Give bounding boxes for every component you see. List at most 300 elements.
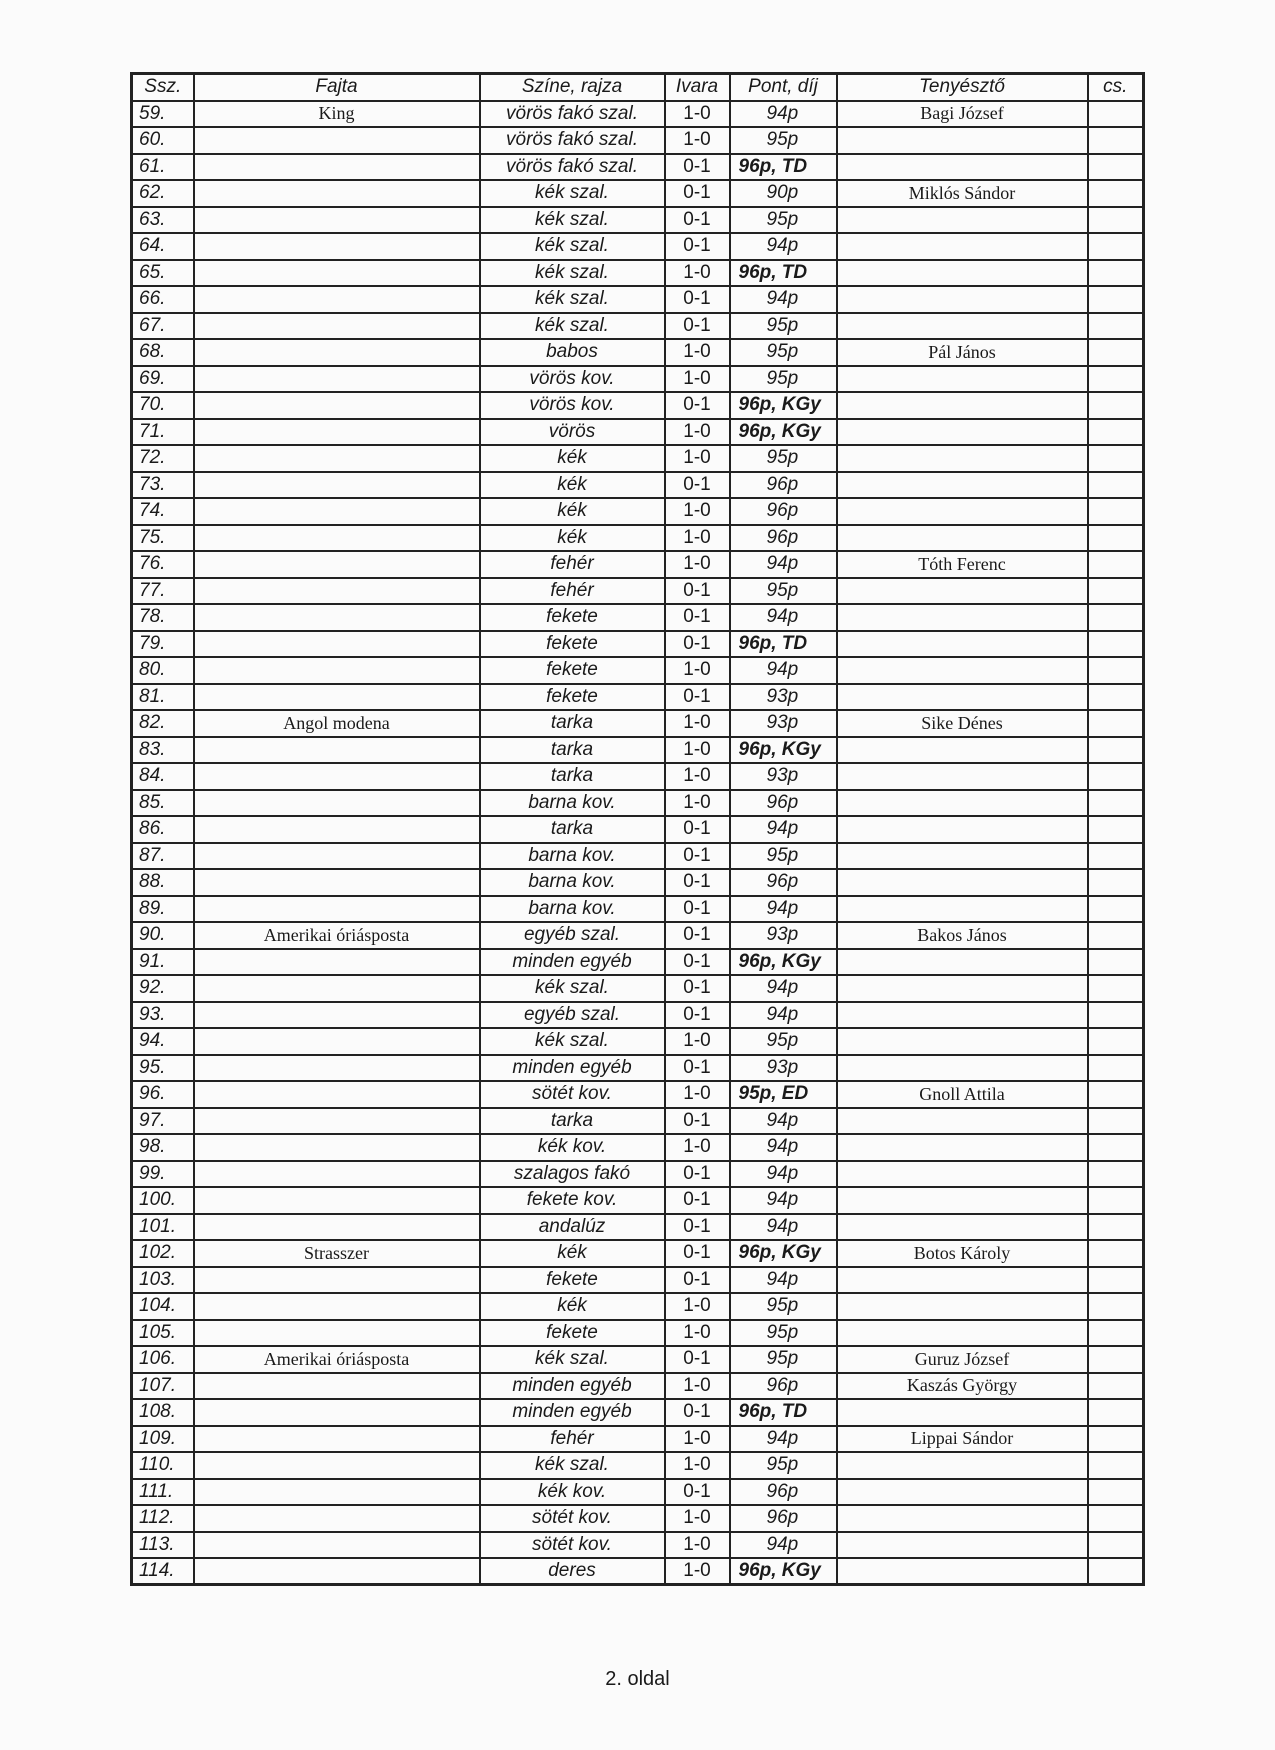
row-breed [194,1081,480,1108]
row-breed [194,445,480,472]
table-row [132,233,1144,260]
row-breed [194,1028,480,1055]
row-cs [1088,1426,1144,1453]
table-row [132,710,1144,737]
header-row [132,74,1144,101]
row-number: 106. [132,1346,194,1373]
row-points: 94p [730,896,837,923]
table-row [132,101,1144,128]
row-breed [194,551,480,578]
row-color: vörös kov. [480,366,665,393]
row-sex: 0-1 [665,233,730,260]
table-row [132,631,1144,658]
row-breeder: Sike Dénes [837,710,1088,737]
table-row [132,1240,1144,1267]
row-breed [194,1505,480,1532]
row-cs [1088,498,1144,525]
row-breeder [837,1161,1088,1188]
row-color: kék szal. [480,1346,665,1373]
table-row [132,657,1144,684]
row-breeder [837,816,1088,843]
row-cs [1088,392,1144,419]
row-points: 95p [730,1320,837,1347]
row-points: 93p [730,684,837,711]
row-cs [1088,472,1144,499]
row-color: kék [480,498,665,525]
table-row [132,1373,1144,1400]
row-breeder [837,631,1088,658]
row-breeder [837,286,1088,313]
row-number: 97. [132,1108,194,1135]
row-color: egyéb szal. [480,1002,665,1029]
header-breed: Fajta [194,74,480,101]
row-breeder [837,1055,1088,1082]
row-sex: 0-1 [665,286,730,313]
row-breeder [837,1452,1088,1479]
row-breeder [837,1108,1088,1135]
row-breed [194,631,480,658]
row-points: 90p [730,180,837,207]
row-color: barna kov. [480,869,665,896]
row-breed [194,154,480,181]
table-row [132,790,1144,817]
row-points: 94p [730,551,837,578]
row-points: 96p, KGy [730,1558,837,1585]
row-color: tarka [480,710,665,737]
row-color: kék [480,525,665,552]
row-color: tarka [480,763,665,790]
row-cs [1088,816,1144,843]
row-number: 93. [132,1002,194,1029]
header-cs: cs. [1088,74,1144,101]
row-points: 95p [730,127,837,154]
row-breed [194,498,480,525]
row-number: 65. [132,260,194,287]
row-color: kék szal. [480,207,665,234]
row-cs [1088,790,1144,817]
row-cs [1088,1081,1144,1108]
table-row [132,313,1144,340]
row-cs [1088,180,1144,207]
row-sex: 0-1 [665,684,730,711]
row-color: barna kov. [480,896,665,923]
row-sex: 0-1 [665,1346,730,1373]
row-number: 60. [132,127,194,154]
table-row [132,1452,1144,1479]
row-breeder [837,1558,1088,1585]
row-breeder: Guruz József [837,1346,1088,1373]
row-breeder [837,127,1088,154]
row-breeder [837,313,1088,340]
row-breeder [837,419,1088,446]
row-cs [1088,604,1144,631]
row-points: 94p [730,1426,837,1453]
row-number: 111. [132,1479,194,1506]
row-color: kék szal. [480,313,665,340]
row-cs [1088,710,1144,737]
row-sex: 1-0 [665,657,730,684]
row-breed [194,260,480,287]
row-cs [1088,1214,1144,1241]
row-breed [194,843,480,870]
row-cs [1088,1452,1144,1479]
row-number: 79. [132,631,194,658]
table-row [132,869,1144,896]
row-points: 96p [730,498,837,525]
row-breeder [837,1399,1088,1426]
row-breed: Amerikai óriásposta [194,922,480,949]
row-sex: 1-0 [665,1134,730,1161]
row-color: tarka [480,1108,665,1135]
row-breed [194,578,480,605]
row-breed [194,1002,480,1029]
table-row [132,1532,1144,1559]
row-breed [194,207,480,234]
row-number: 71. [132,419,194,446]
row-points: 95p [730,1293,837,1320]
row-sex: 1-0 [665,127,730,154]
row-points: 95p [730,1452,837,1479]
row-sex: 0-1 [665,1108,730,1135]
row-color: sötét kov. [480,1532,665,1559]
header-number: Ssz. [132,74,194,101]
row-sex: 1-0 [665,710,730,737]
row-breeder [837,684,1088,711]
row-number: 89. [132,896,194,923]
row-breed: Strasszer [194,1240,480,1267]
row-color: barna kov. [480,843,665,870]
row-breeder [837,498,1088,525]
row-color: kék [480,1240,665,1267]
table-row [132,578,1144,605]
row-breed [194,1373,480,1400]
header-sex: Ivara [665,74,730,101]
row-breeder [837,604,1088,631]
row-color: fekete [480,631,665,658]
row-number: 84. [132,763,194,790]
row-sex: 1-0 [665,790,730,817]
table-row [132,949,1144,976]
row-number: 85. [132,790,194,817]
row-sex: 1-0 [665,1028,730,1055]
row-sex: 0-1 [665,1187,730,1214]
row-cs [1088,737,1144,764]
row-number: 114. [132,1558,194,1585]
row-cs [1088,445,1144,472]
row-points: 94p [730,1134,837,1161]
table-row [132,1055,1144,1082]
row-sex: 0-1 [665,1267,730,1294]
row-sex: 0-1 [665,180,730,207]
row-cs [1088,1399,1144,1426]
row-color: kék kov. [480,1479,665,1506]
row-cs [1088,551,1144,578]
row-breeder: Pál János [837,339,1088,366]
row-breed [194,1479,480,1506]
row-sex: 1-0 [665,419,730,446]
row-breed [194,366,480,393]
row-points: 96p, KGy [730,1240,837,1267]
row-sex: 0-1 [665,154,730,181]
row-cs [1088,843,1144,870]
row-number: 109. [132,1426,194,1453]
table-row [132,1161,1144,1188]
row-points: 96p, KGy [730,737,837,764]
row-cs [1088,1055,1144,1082]
table-row [132,445,1144,472]
row-sex: 0-1 [665,1240,730,1267]
row-cs [1088,1373,1144,1400]
table-row [132,763,1144,790]
row-sex: 0-1 [665,975,730,1002]
row-sex: 1-0 [665,498,730,525]
table-row [132,498,1144,525]
row-color: fekete kov. [480,1187,665,1214]
row-color: fehér [480,551,665,578]
table-row [132,419,1144,446]
row-cs [1088,763,1144,790]
row-breeder [837,260,1088,287]
table-row [132,922,1144,949]
row-breeder [837,525,1088,552]
row-breed [194,604,480,631]
row-breeder [837,763,1088,790]
table-row [132,551,1144,578]
table-row [132,392,1144,419]
row-cs [1088,233,1144,260]
table-row [132,525,1144,552]
row-sex: 1-0 [665,445,730,472]
row-cs [1088,419,1144,446]
row-breeder [837,207,1088,234]
row-sex: 1-0 [665,101,730,128]
row-breeder: Lippai Sándor [837,1426,1088,1453]
row-points: 94p [730,286,837,313]
row-number: 92. [132,975,194,1002]
table-row [132,127,1144,154]
row-points: 94p [730,604,837,631]
row-breed [194,1108,480,1135]
row-sex: 1-0 [665,1426,730,1453]
table-row [132,1558,1144,1585]
row-points: 94p [730,1267,837,1294]
row-color: kék [480,1293,665,1320]
row-sex: 0-1 [665,207,730,234]
header-points: Pont, díj [730,74,837,101]
row-sex: 1-0 [665,366,730,393]
row-breed [194,949,480,976]
row-breed [194,286,480,313]
row-number: 70. [132,392,194,419]
row-sex: 0-1 [665,1161,730,1188]
row-cs [1088,1267,1144,1294]
row-sex: 1-0 [665,763,730,790]
row-points: 95p [730,366,837,393]
row-number: 82. [132,710,194,737]
table-row [132,1108,1144,1135]
header-color: Színe, rajza [480,74,665,101]
row-color: tarka [480,816,665,843]
table-row [132,1293,1144,1320]
row-breed [194,392,480,419]
row-cs [1088,1558,1144,1585]
row-cs [1088,1134,1144,1161]
results-table [130,72,1145,1586]
row-color: minden egyéb [480,1373,665,1400]
row-breed [194,1055,480,1082]
row-color: kék szal. [480,260,665,287]
row-number: 103. [132,1267,194,1294]
row-cs [1088,260,1144,287]
row-sex: 0-1 [665,578,730,605]
row-number: 73. [132,472,194,499]
row-breed: Amerikai óriásposta [194,1346,480,1373]
row-sex: 0-1 [665,896,730,923]
row-number: 94. [132,1028,194,1055]
row-color: tarka [480,737,665,764]
row-number: 98. [132,1134,194,1161]
row-breed [194,419,480,446]
row-number: 96. [132,1081,194,1108]
row-color: minden egyéb [480,1399,665,1426]
row-breeder [837,578,1088,605]
row-sex: 1-0 [665,1293,730,1320]
row-points: 95p [730,445,837,472]
table-row [132,1214,1144,1241]
row-breed [194,1214,480,1241]
row-points: 94p [730,1002,837,1029]
row-sex: 0-1 [665,922,730,949]
row-points: 94p [730,1214,837,1241]
row-breeder [837,392,1088,419]
row-cs [1088,975,1144,1002]
row-points: 96p, KGy [730,949,837,976]
row-number: 88. [132,869,194,896]
row-number: 74. [132,498,194,525]
row-breeder [837,896,1088,923]
row-cs [1088,1161,1144,1188]
row-points: 93p [730,922,837,949]
row-cs [1088,896,1144,923]
row-breeder [837,1267,1088,1294]
row-breeder: Botos Károly [837,1240,1088,1267]
row-points: 96p [730,790,837,817]
row-color: babos [480,339,665,366]
row-breeder [837,445,1088,472]
row-breed [194,1532,480,1559]
row-number: 99. [132,1161,194,1188]
row-sex: 1-0 [665,260,730,287]
row-sex: 1-0 [665,339,730,366]
row-cs [1088,339,1144,366]
row-breeder: Bakos János [837,922,1088,949]
row-points: 96p, TD [730,260,837,287]
table-row [132,366,1144,393]
table-row [132,843,1144,870]
row-number: 87. [132,843,194,870]
table-row [132,339,1144,366]
row-number: 91. [132,949,194,976]
row-breed [194,525,480,552]
row-breeder: Miklós Sándor [837,180,1088,207]
row-points: 96p, TD [730,1399,837,1426]
row-number: 112. [132,1505,194,1532]
row-breeder [837,790,1088,817]
table-row [132,1505,1144,1532]
row-number: 110. [132,1452,194,1479]
row-sex: 0-1 [665,869,730,896]
row-number: 78. [132,604,194,631]
row-points: 94p [730,1187,837,1214]
row-sex: 0-1 [665,604,730,631]
row-color: fekete [480,604,665,631]
table-row [132,1346,1144,1373]
row-number: 100. [132,1187,194,1214]
row-breed: King [194,101,480,128]
row-number: 77. [132,578,194,605]
row-color: sötét kov. [480,1081,665,1108]
row-number: 102. [132,1240,194,1267]
row-breed [194,1134,480,1161]
table-row [132,1081,1144,1108]
row-points: 93p [730,1055,837,1082]
row-sex: 1-0 [665,1505,730,1532]
row-cs [1088,869,1144,896]
row-number: 83. [132,737,194,764]
row-cs [1088,684,1144,711]
row-color: kék szal. [480,1028,665,1055]
row-breeder [837,233,1088,260]
table-row [132,604,1144,631]
row-breed [194,1426,480,1453]
row-sex: 1-0 [665,1558,730,1585]
row-color: fekete [480,684,665,711]
row-color: egyéb szal. [480,922,665,949]
row-color: fehér [480,1426,665,1453]
row-color: kék szal. [480,286,665,313]
row-breed [194,737,480,764]
row-breeder [837,366,1088,393]
row-color: vörös fakó szal. [480,127,665,154]
row-sex: 0-1 [665,1399,730,1426]
row-breeder: Tóth Ferenc [837,551,1088,578]
row-points: 96p, TD [730,631,837,658]
row-points: 93p [730,710,837,737]
row-color: kék szal. [480,975,665,1002]
table-row [132,207,1144,234]
row-cs [1088,1240,1144,1267]
row-number: 105. [132,1320,194,1347]
row-number: 67. [132,313,194,340]
row-breeder [837,949,1088,976]
row-color: kék [480,472,665,499]
row-sex: 1-0 [665,1532,730,1559]
row-sex: 1-0 [665,1452,730,1479]
row-breeder [837,1214,1088,1241]
row-points: 95p, ED [730,1081,837,1108]
row-sex: 1-0 [665,551,730,578]
row-color: kék [480,445,665,472]
row-breed [194,896,480,923]
row-number: 63. [132,207,194,234]
row-breed [194,816,480,843]
table-row [132,472,1144,499]
row-cs [1088,1187,1144,1214]
row-sex: 0-1 [665,1479,730,1506]
row-color: kék kov. [480,1134,665,1161]
row-breeder [837,869,1088,896]
row-color: fekete [480,1320,665,1347]
